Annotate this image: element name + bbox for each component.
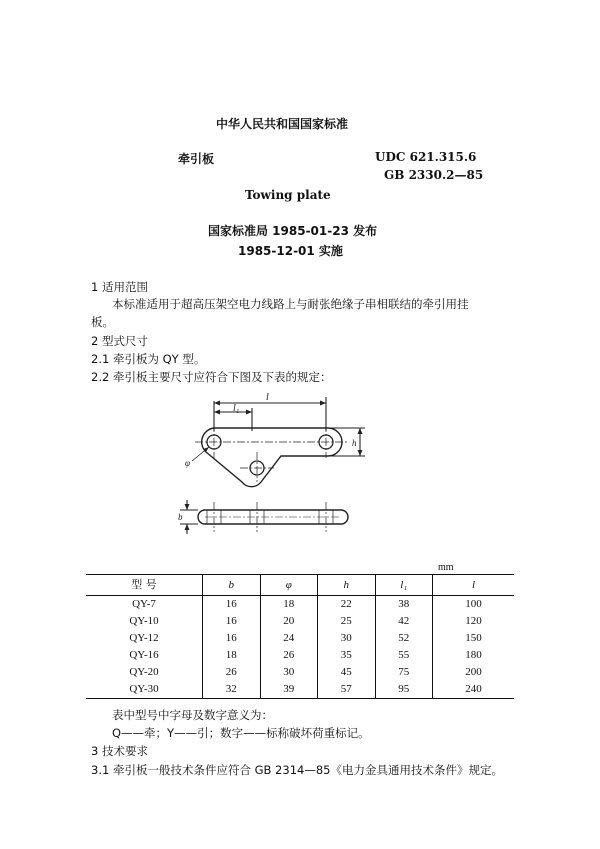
cell-l1: 55 (375, 647, 433, 664)
document-title-cn: 牵引板 (178, 152, 215, 166)
cell-model: QY-7 (132, 598, 156, 610)
cell-b: 16 (203, 596, 261, 614)
cell-phi: 24 (260, 630, 318, 647)
cell-phi: 39 (260, 681, 318, 699)
cell-b: 18 (203, 647, 261, 664)
cell-l1: 52 (375, 630, 433, 647)
cell-model: QY-20 (129, 666, 159, 678)
cell-h: 30 (318, 630, 376, 647)
section-2-1: 2.1 牵引板为 QY 型。 (91, 352, 206, 366)
cell-phi: 26 (260, 647, 318, 664)
plate-side-view (198, 502, 348, 532)
cell-l: 180 (433, 647, 515, 664)
section-3-1: 3.1 牵引板一般技术条件应符合 GB 2314—85《电力金具通用技术条件》规定。 (91, 763, 503, 777)
table-row (86, 681, 514, 699)
dimension-table (86, 574, 514, 699)
cell-b: 16 (203, 630, 261, 647)
table-note-line-1: 表中型号中字母及数字意义为： (112, 708, 273, 722)
header-h: h (318, 575, 376, 596)
cell-model: QY-16 (129, 649, 159, 661)
cell-h: 22 (318, 596, 376, 614)
header-model: 型 号 (86, 575, 203, 596)
header-l1: l₁ (375, 575, 433, 596)
header-l: l (433, 575, 515, 596)
section-1-body-line-2: 板。 (91, 315, 114, 329)
cell-l1: 95 (375, 681, 433, 699)
cell-l: 200 (433, 664, 515, 681)
section-1-heading: 1 适用范围 (91, 280, 148, 294)
issue-date-line: 国家标准局 1985-01-23 发布 (208, 224, 378, 238)
cell-l: 150 (433, 630, 515, 647)
effective-date-line: 1985-12-01 实施 (238, 244, 343, 258)
section-3-heading: 3 技术要求 (91, 744, 148, 758)
header-phi: φ (260, 575, 318, 596)
label-l: l (266, 392, 269, 403)
section-1-body-line-1: 本标准适用于超高压架空电力线路上与耐张绝缘子串相联结的牵引用挂 (112, 297, 469, 311)
table-row (86, 647, 514, 664)
gb-number: GB 2330.2—85 (384, 168, 484, 182)
cell-phi: 30 (260, 664, 318, 681)
center-lines (195, 424, 348, 482)
cell-model: QY-12 (129, 632, 159, 644)
dimension-b (180, 500, 198, 534)
label-phi: φ (185, 458, 190, 468)
cell-b: 26 (203, 664, 261, 681)
label-l1: l₁ (233, 403, 240, 414)
cell-l1: 38 (375, 596, 433, 614)
cell-l1: 75 (375, 664, 433, 681)
header-b: b (203, 575, 261, 596)
document-title-en: Towing plate (245, 188, 331, 202)
udc-code: UDC 621.315.6 (375, 150, 477, 164)
table-row (86, 664, 514, 681)
cell-b: 16 (203, 613, 261, 630)
cell-h: 35 (318, 647, 376, 664)
cell-model: QY-10 (129, 615, 159, 627)
cell-h: 25 (318, 613, 376, 630)
national-standard-heading: 中华人民共和国国家标准 (216, 117, 349, 131)
section-2-heading: 2 型式尺寸 (91, 334, 148, 348)
section-2-2: 2.2 牵引板主要尺寸应符合下图及下表的规定： (91, 370, 332, 384)
cell-phi: 18 (260, 596, 318, 614)
table-note-line-2: Q——牵；Y——引；数字——标称破坏荷重标记。 (112, 726, 370, 740)
cell-l: 240 (433, 681, 515, 699)
cell-b: 32 (203, 681, 261, 699)
cell-l: 120 (433, 613, 515, 630)
table-row (86, 613, 514, 630)
table-row (86, 596, 514, 614)
dimension-l (214, 397, 326, 431)
cell-l1: 42 (375, 613, 433, 630)
label-b: b (178, 512, 183, 522)
cell-model: QY-30 (86, 681, 203, 699)
table-unit: mm (438, 562, 454, 573)
cell-h: 57 (318, 681, 376, 699)
table-row (86, 630, 514, 647)
label-h: h (352, 438, 357, 448)
cell-l: 100 (433, 596, 515, 614)
cell-h: 45 (318, 664, 376, 681)
table-header-row (86, 575, 514, 596)
cell-phi: 20 (260, 613, 318, 630)
